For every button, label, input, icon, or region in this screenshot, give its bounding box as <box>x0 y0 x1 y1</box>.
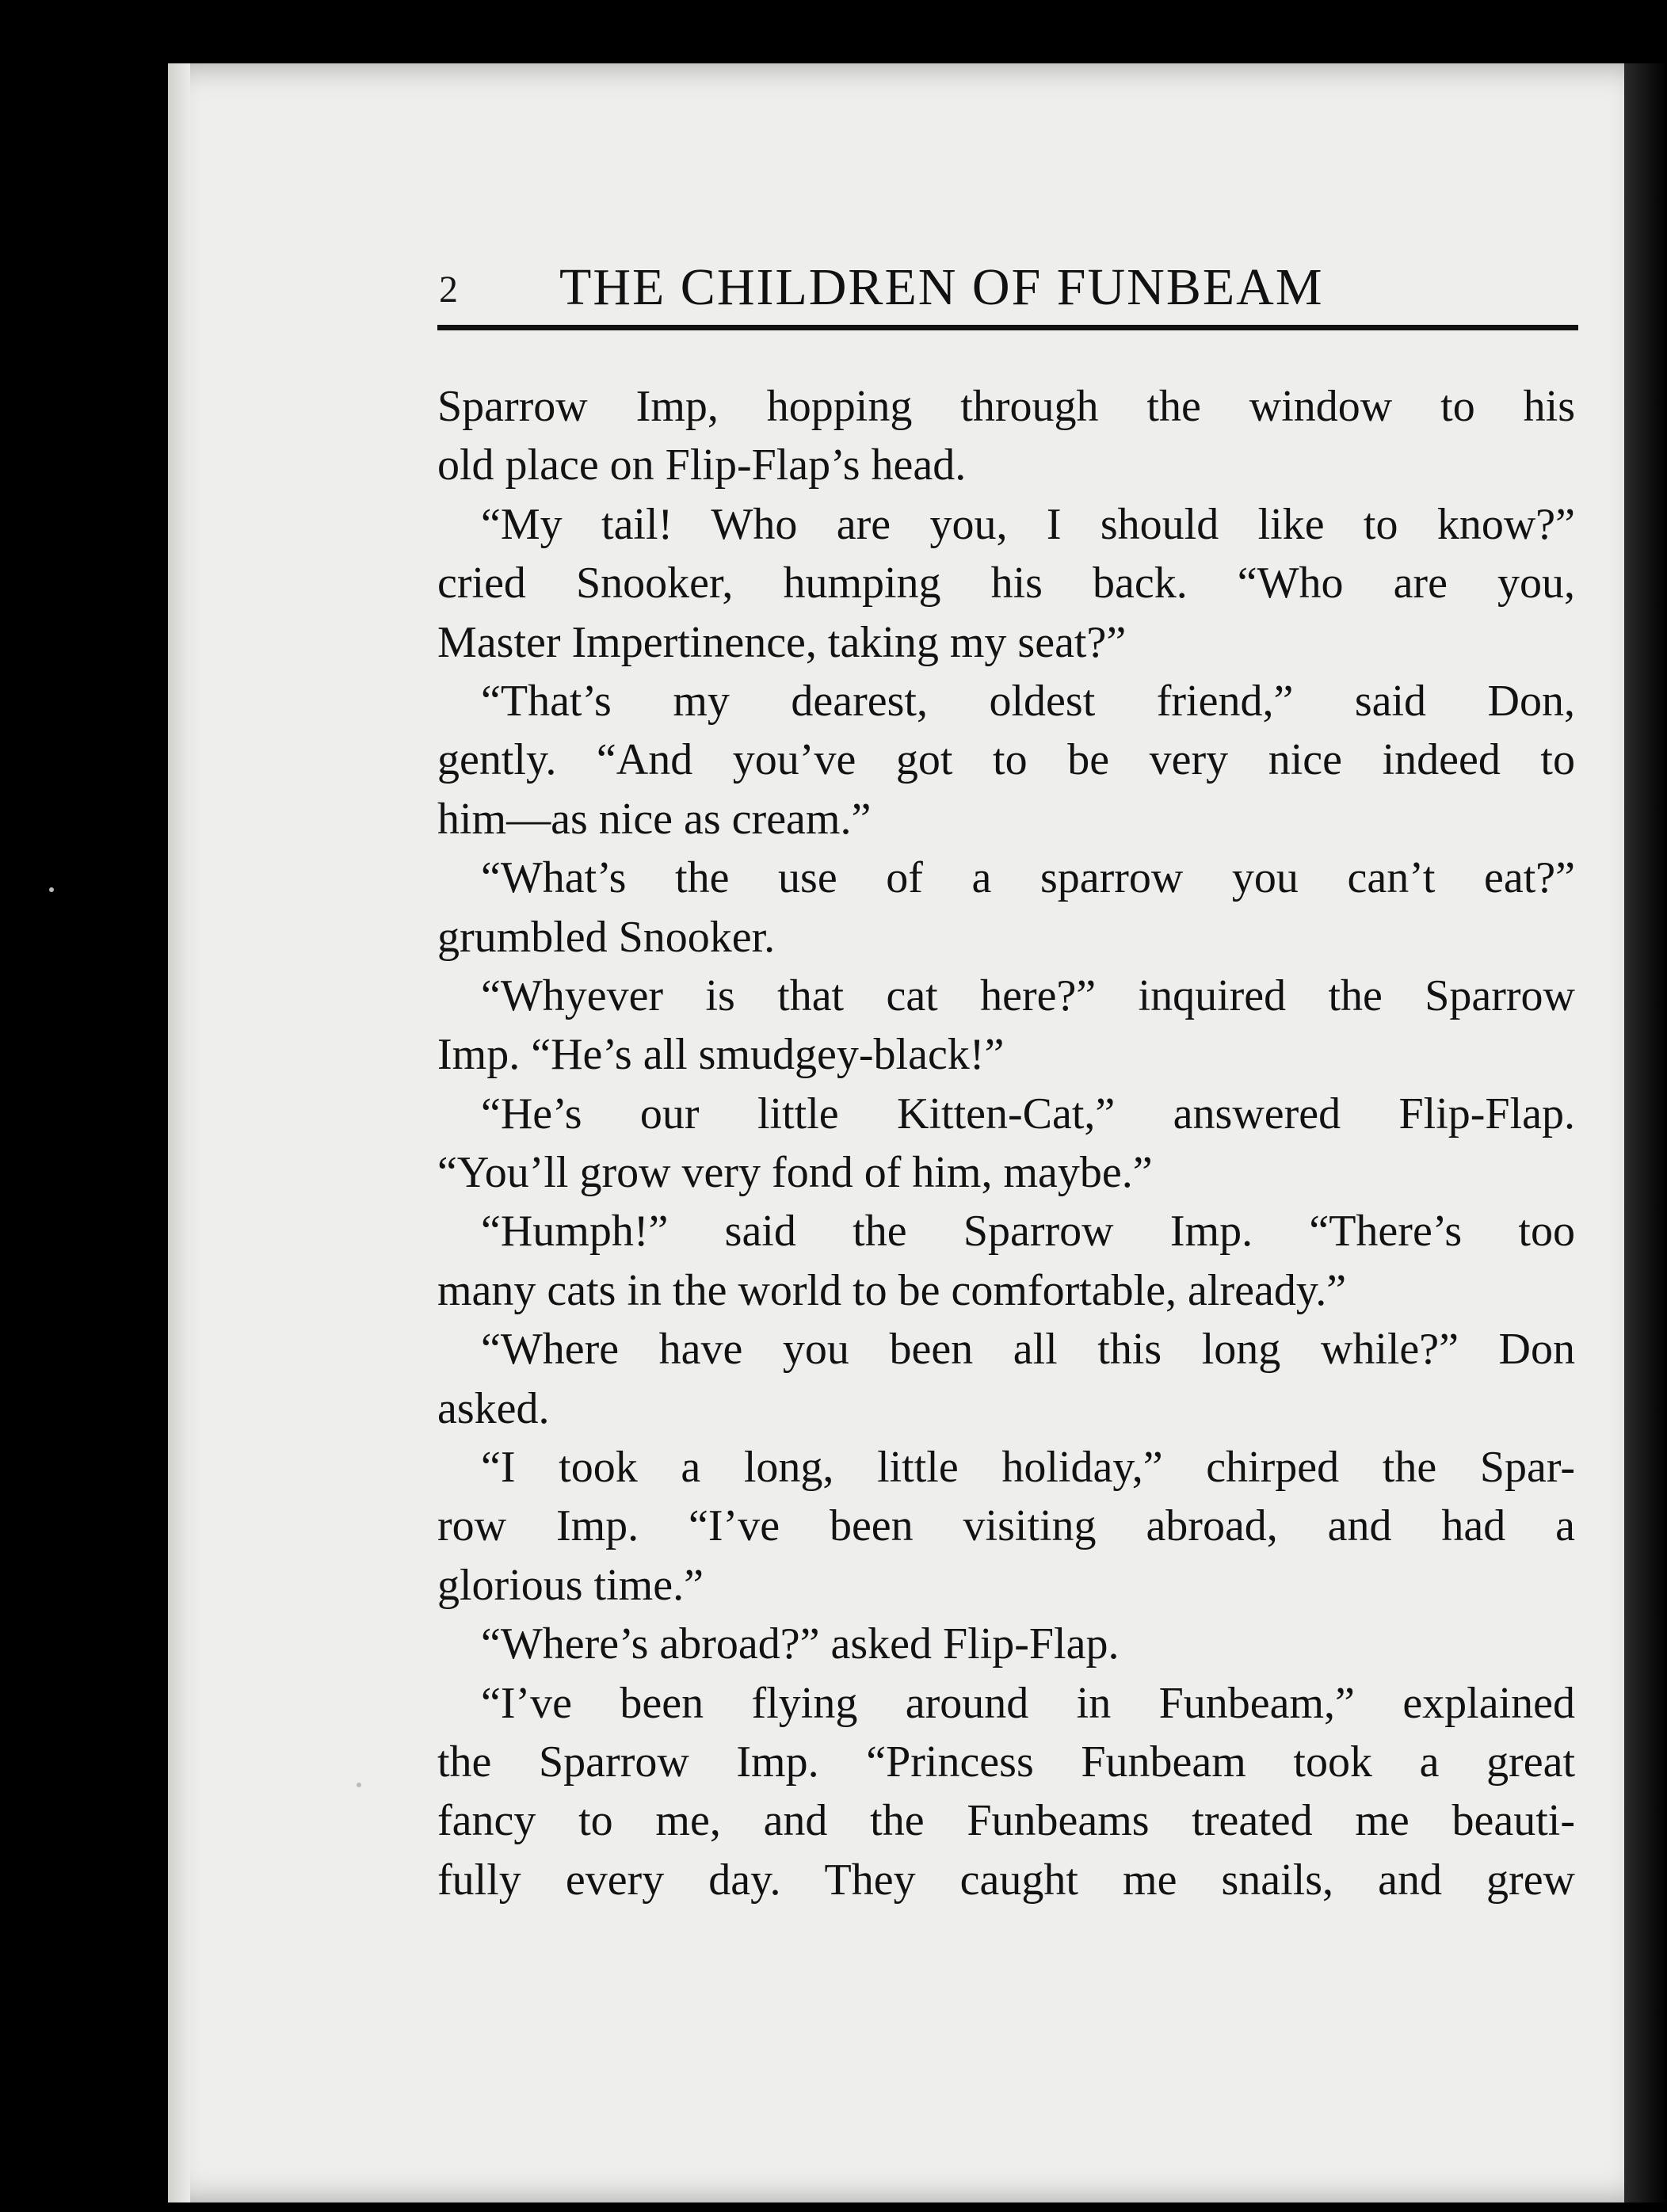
text-line: gently. “And you’ve got to be very nice indeed to <box>437 735 1575 785</box>
body-text <box>437 377 1575 1909</box>
text-line: “You’ll grow very fond of him, maybe.” <box>437 1148 1153 1198</box>
text-line: “He’s our little Kitten-Cat,” answered Flip-Flap. <box>481 1089 1575 1138</box>
text-line: him—as nice as cream.” <box>437 794 872 844</box>
text-line: the Sparrow Imp. “Princess Funbeam took a great <box>437 1737 1575 1787</box>
running-head: THE CHILDREN OF FUNBEAM <box>559 258 1324 316</box>
text-line: “Where have you been all this long while?” Don <box>481 1325 1575 1375</box>
page-number: 2 <box>439 269 458 311</box>
text-line: many cats in the world to be comfortable, already.” <box>437 1265 1347 1315</box>
text-line: old place on Flip-Flap’s head. <box>437 440 967 490</box>
text-line: glorious time.” <box>437 1560 704 1610</box>
text-line: fully every day. They caught me snails, and grew <box>437 1855 1575 1905</box>
text-line: “I’ve been flying around in Funbeam,” explained <box>481 1678 1575 1728</box>
page-right-shadow <box>1624 63 1667 2202</box>
margin-speck <box>357 1783 361 1787</box>
text-line: “That’s my dearest, oldest friend,” said Don, <box>481 676 1575 726</box>
text-line: Master Impertinence, taking my seat?” <box>437 617 1127 667</box>
text-line: grumbled Snooker. <box>437 912 776 962</box>
text-line: “What’s the use of a sparrow you can’t eat?” <box>481 853 1575 903</box>
text-line: Imp. “He’s all smudgey-black!” <box>437 1030 1005 1080</box>
text-line: asked. <box>437 1383 550 1433</box>
text-line: “Whyever is that cat here?” inquired the Sparrow <box>481 971 1575 1020</box>
page-gutter-edge <box>168 63 190 2202</box>
text-line: “My tail! Who are you, I should like to know?” <box>481 499 1575 549</box>
text-line: row Imp. “I’ve been visiting abroad, and had a <box>437 1501 1575 1551</box>
header-rule <box>437 325 1578 330</box>
text-line: “Humph!” said the Sparrow Imp. “There’s too <box>481 1207 1575 1257</box>
text-line: “I took a long, little holiday,” chirped the Spar- <box>481 1443 1575 1493</box>
margin-speck <box>49 887 54 892</box>
text-line: cried Snooker, humping his back. “Who are you, <box>437 559 1575 608</box>
text-line: fancy to me, and the Funbeams treated me beauti- <box>437 1796 1575 1846</box>
text-line: “Where’s abroad?” asked Flip-Flap. <box>481 1619 1120 1669</box>
text-line: Sparrow Imp, hopping through the window to his <box>437 382 1575 431</box>
